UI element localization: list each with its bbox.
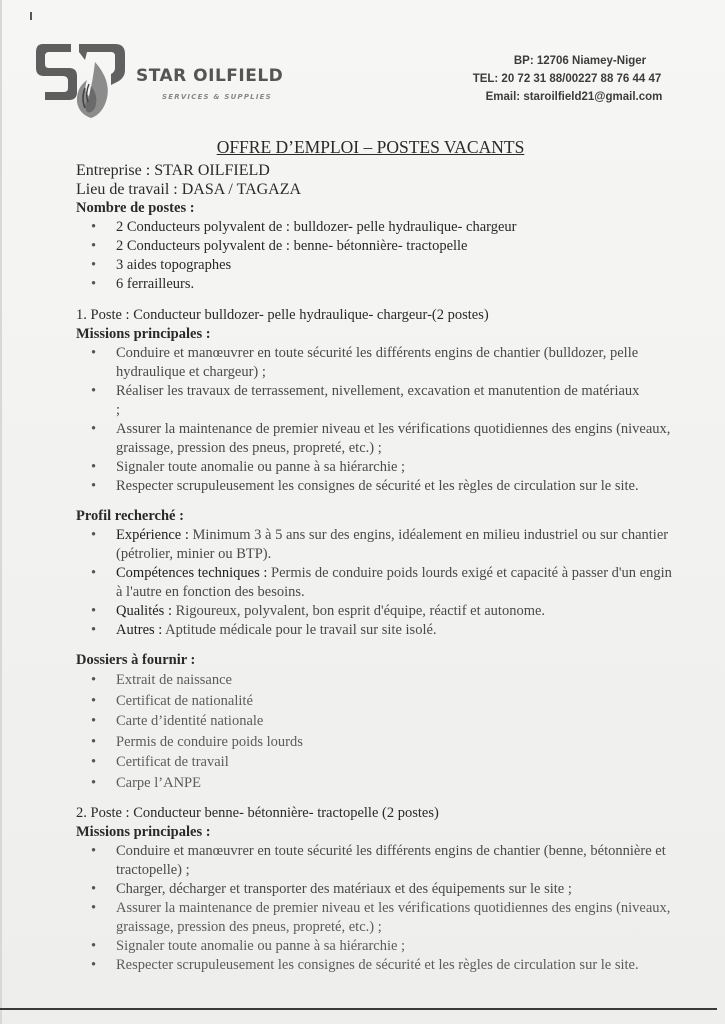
list-item: • Certificat de travail — [76, 752, 716, 773]
poste2-missions-label: Missions principales : — [76, 824, 211, 840]
page-bottom-edge — [0, 1008, 717, 1010]
company-name: STAR OILFIELD — [136, 66, 284, 86]
lieu-label: Lieu de travail : — [76, 181, 178, 198]
entreprise-label: Entreprise : — [76, 162, 151, 179]
profil-item-text: Minimum 3 à 5 ans sur des engins, idéalement en milieu industriel ou sur chantier (pétrolier, minier ou BTP). — [116, 527, 669, 562]
company-tagline: SERVICES & SUPPLIES — [162, 93, 272, 101]
list-item: • Signaler toute anomalie ou panne à sa hiérarchie ; — [76, 458, 716, 477]
list-item: • Signaler toute anomalie ou panne à sa hiérarchie ; — [76, 937, 716, 956]
contact-phone: TEL: 20 72 31 88/00227 88 76 44 47 — [472, 73, 662, 85]
list-item: • Réaliser les travaux de terrassement, nivellement, excavation et manutention de matériaux ; — [76, 382, 646, 420]
list-item: • Respecter scrupuleusement les consignes de sécurité et les règles de circulation sur le site. — [76, 477, 716, 496]
document-body — [76, 161, 716, 975]
entreprise-line — [76, 161, 716, 180]
dossiers-list — [76, 670, 716, 793]
poste2-missions-list — [76, 842, 716, 975]
postes-list — [76, 218, 716, 294]
company-logo-icon — [33, 40, 133, 120]
list-item: • Permis de conduire poids lourds — [76, 732, 716, 753]
profil-item-text: Permis de conduire poids lourds exigé et capacité à passer d'un engin à l'autre en fonction des besoins. — [116, 565, 672, 600]
profil-item-label: Compétences techniques : — [116, 565, 268, 581]
lieu-value: DASA / TAGAZA — [181, 181, 302, 198]
poste1-missions-list — [76, 344, 716, 496]
list-item: • Carpe l’ANPE — [76, 773, 716, 794]
poste2-title: 2. Poste : Conducteur benne- bétonnière- tractopelle (2 postes) — [76, 805, 439, 821]
list-item: • Conduire et manœuvrer en toute sécurité les différents engins de chantier (bulldozer, pelle hydraulique et chargeur) ; — [76, 344, 676, 382]
list-item — [76, 621, 716, 640]
list-item: • Charger, décharger et transporter des matériaux et des équipements sur le site ; — [76, 880, 716, 899]
list-item — [76, 526, 676, 564]
lieu-line — [76, 180, 716, 199]
profil-item-label: Expérience : — [116, 527, 189, 543]
profil-item-text: Rigoureux, polyvalent, bon esprit d'équipe, réactif et autonome. — [175, 603, 546, 619]
nombre-postes-label: Nombre de postes : — [76, 200, 195, 216]
scan-mark — [30, 12, 32, 20]
entreprise-value: STAR OILFIELD — [154, 162, 270, 179]
list-item — [76, 564, 676, 602]
list-item: • Assurer la maintenance de premier niveau et les vérifications quotidiennes des engins (niveaux, graissage, pression des pneus, propreté, etc.) ; — [76, 899, 676, 937]
list-item: • 2 Conducteurs polyvalent de : bulldozer- pelle hydraulique- chargeur — [76, 218, 716, 237]
profil-label: Profil recherché : — [76, 508, 184, 524]
contact-block — [437, 52, 697, 106]
list-item: • Certificat de nationalité — [76, 691, 716, 712]
list-item: • Carte d’identité nationale — [76, 711, 716, 732]
contact-address: BP: 12706 Niamey-Niger — [513, 55, 647, 67]
poste1-missions-label: Missions principales : — [76, 326, 211, 342]
contact-email: Email: staroilfield21@gmail.com — [485, 91, 663, 103]
list-item: • 6 ferrailleurs. — [76, 275, 716, 294]
list-item: • 2 Conducteurs polyvalent de : benne- bétonnière- tractopelle — [76, 237, 716, 256]
list-item: • Respecter scrupuleusement les consignes de sécurité et les règles de circulation sur le site. — [76, 956, 716, 975]
list-item: • Conduire et manœuvrer en toute sécurité les différents engins de chantier (benne, bétonnière et tractopelle) ; — [76, 842, 676, 880]
profil-item-text: Aptitude médicale pour le travail sur site isolé. — [165, 622, 437, 638]
dossiers-label: Dossiers à fournir : — [76, 652, 196, 668]
profil-list — [76, 526, 716, 640]
profil-item-label: Autres : — [116, 622, 163, 638]
list-item: • Extrait de naissance — [76, 670, 716, 691]
list-item: • Assurer la maintenance de premier niveau et les vérifications quotidiennes des engins (niveaux, graissage, pression des pneus, propreté, etc.) ; — [76, 420, 676, 458]
document-title: OFFRE D’EMPLOI – POSTES VACANTS — [216, 137, 525, 157]
profil-item-label: Qualités : — [116, 603, 172, 619]
poste1-title: 1. Poste : Conducteur bulldozer- pelle hydraulique- chargeur-(2 postes) — [76, 307, 489, 323]
list-item: • 3 aides topographes — [76, 256, 716, 275]
list-item — [76, 602, 716, 621]
